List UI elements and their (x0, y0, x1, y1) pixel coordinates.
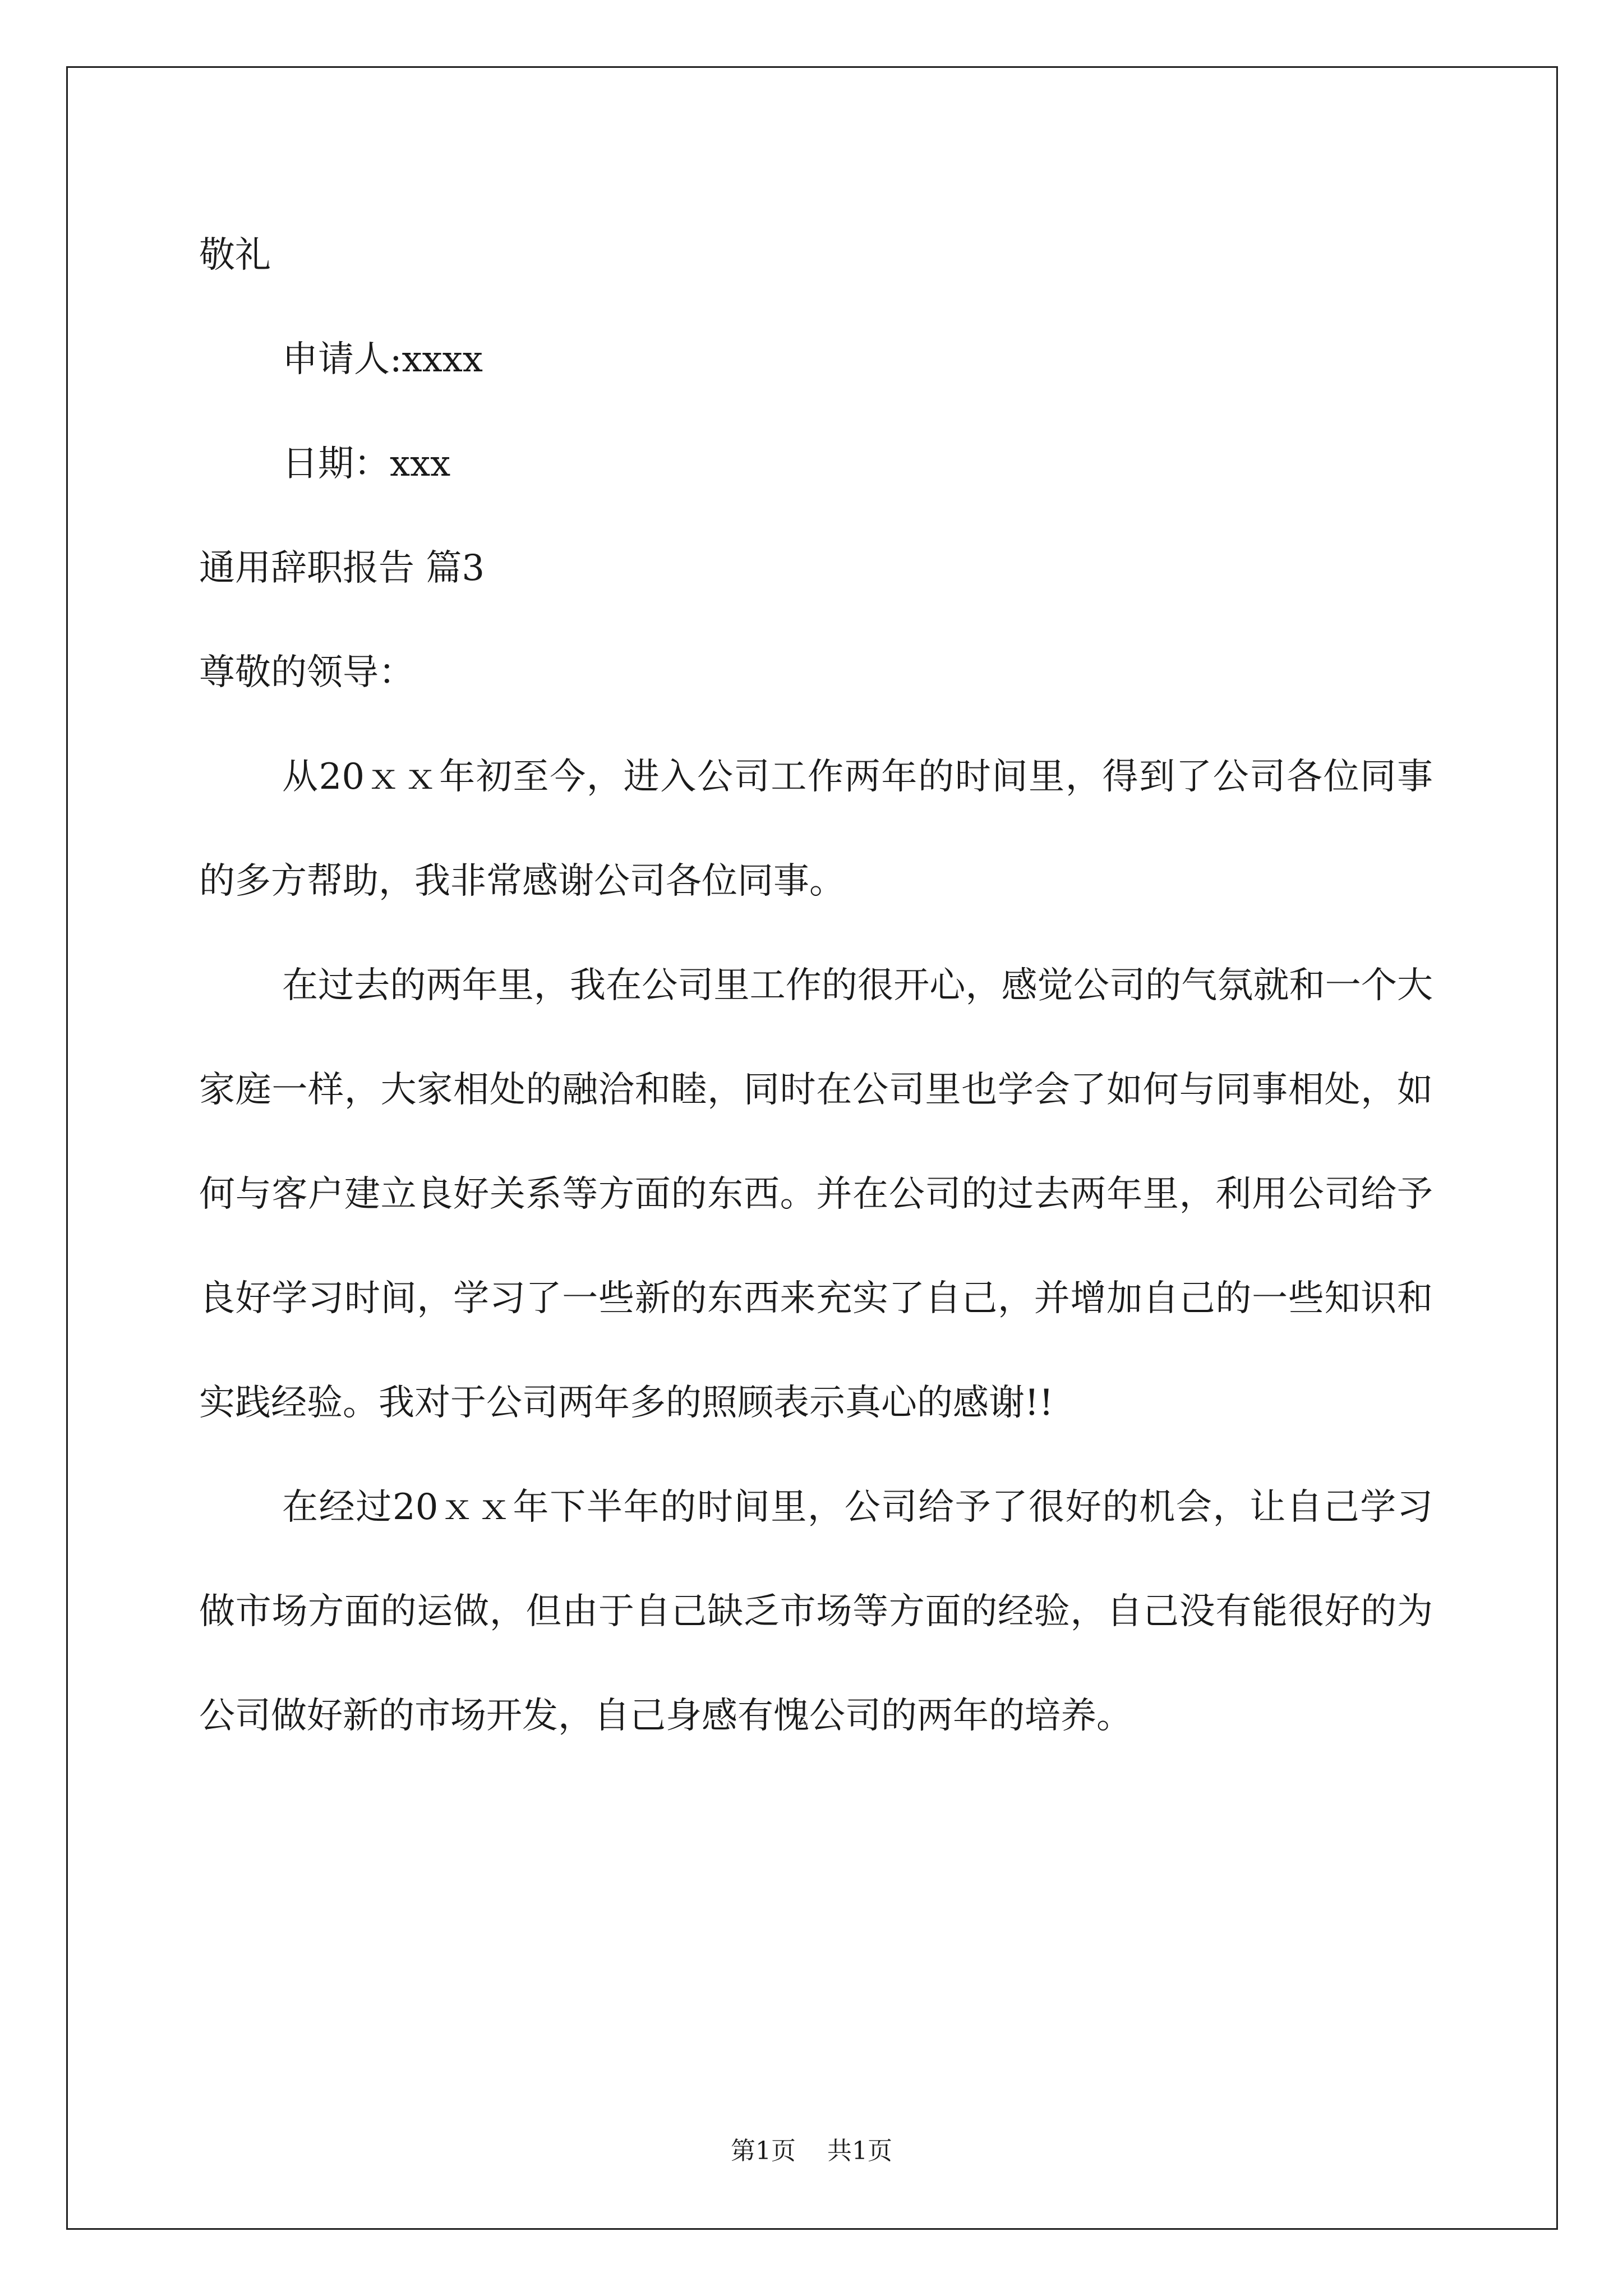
date-line: 日期：xxx (282, 443, 451, 485)
salutation: 尊敬的领导： (199, 652, 414, 693)
page-number-total: 共1页 (827, 2137, 892, 2165)
paragraph-2: 在过去的两年里，我在公司里工作的很开心，感觉公司的气氛就和一个大家庭一样，大家相处的融洽和睦，同时在公司里也学会了如何与同事相处，如何与客户建立良好关系等方面的东西。并在公司的过去两年里，利用公司给予良好学习时间，学习了一些新的东西来充实了自己，并增加自己的一些知识和实践经验。我对于公司两年多的照顾表示真心的感谢!! (199, 965, 1433, 1424)
section-title: 通用辞职报告 篇3 (199, 547, 485, 589)
closing-line: 敬礼 (199, 234, 271, 276)
applicant-line: 申请人:xxxx (282, 339, 483, 380)
page-footer (0, 2134, 1623, 2168)
document-body (199, 203, 1433, 1768)
page-number-current: 第1页 (731, 2137, 796, 2165)
paragraph-3: 在经过20ｘｘ年下半年的时间里，公司给予了很好的机会，让自己学习做市场方面的运做，但由于自己缺乏市场等方面的经验，自己没有能很好的为公司做好新的市场开发，自己身感有愧公司的两年的培养。 (199, 1487, 1433, 1737)
paragraph-1: 从20ｘｘ年初至今，进入公司工作两年的时间里，得到了公司各位同事的多方帮助，我非常感谢公司各位同事。 (199, 756, 1433, 902)
